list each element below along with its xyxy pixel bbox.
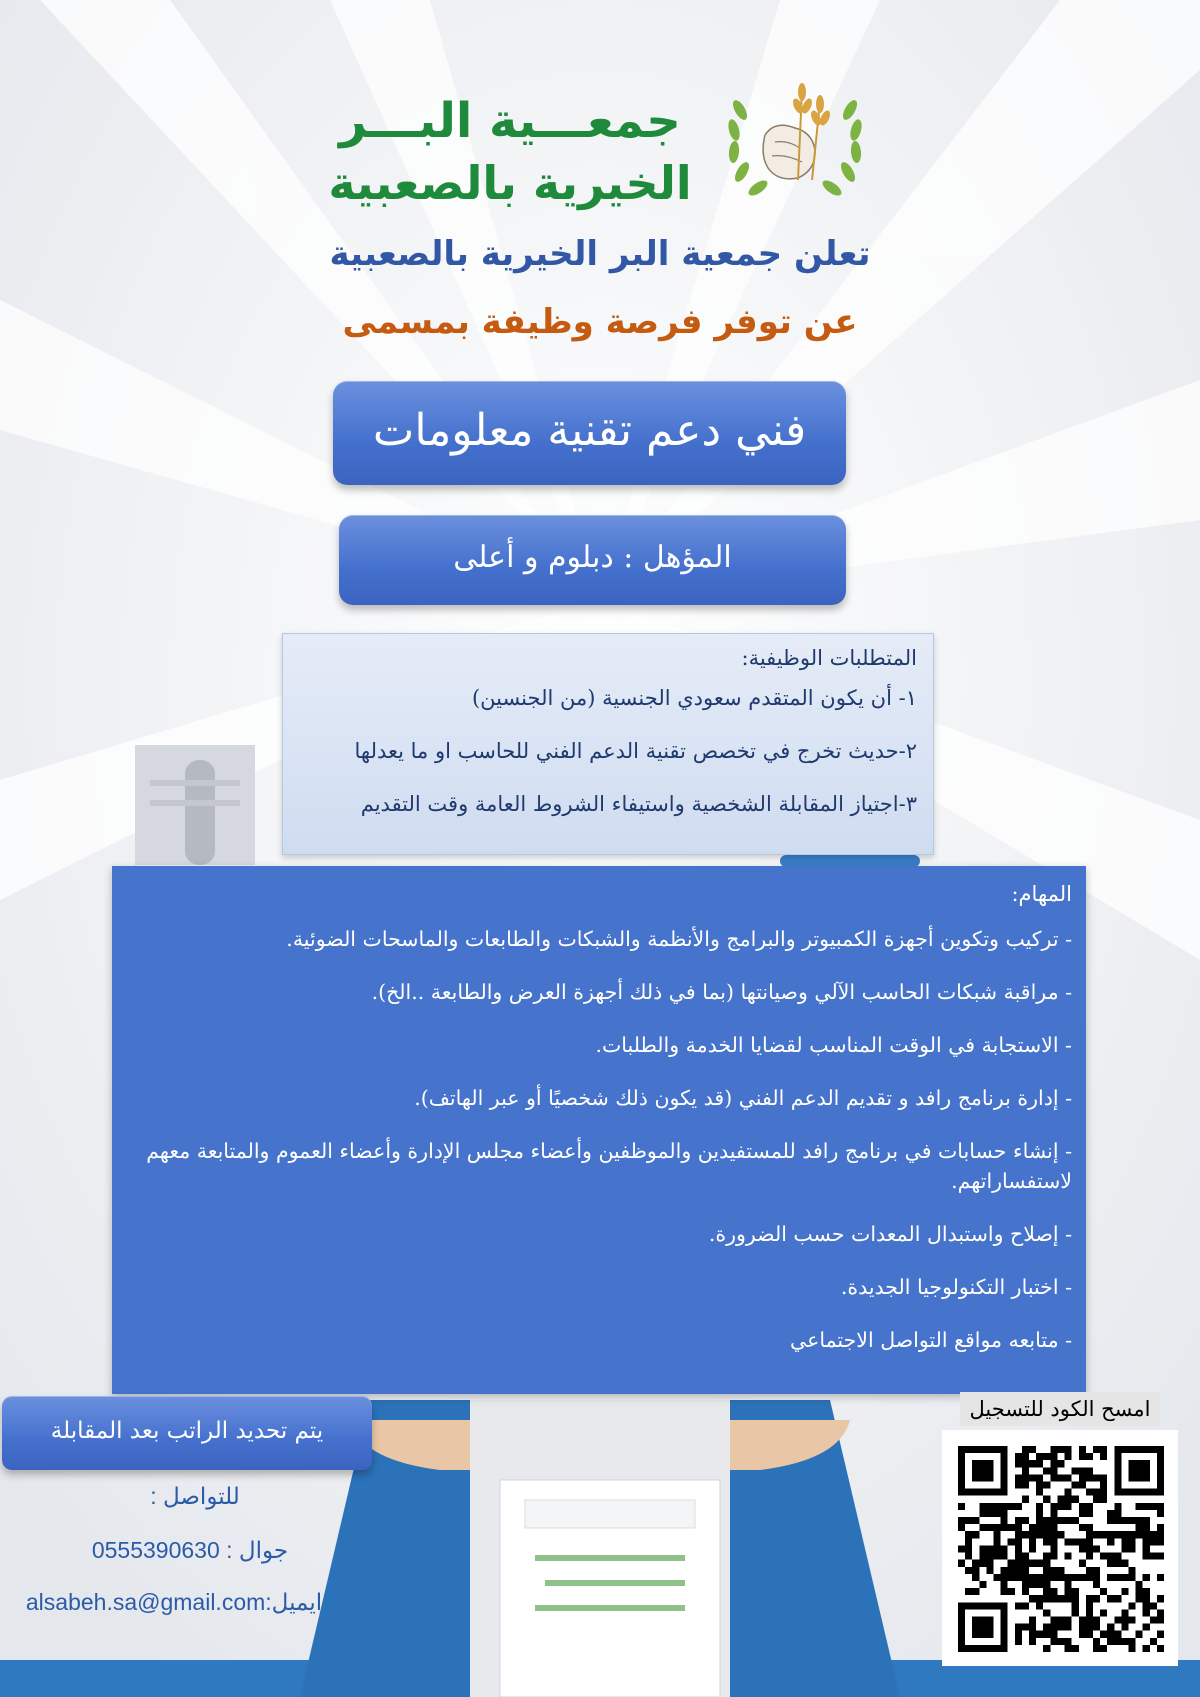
qr-code-icon[interactable] (958, 1446, 1164, 1652)
contact-mobile (40, 1537, 340, 1564)
contact-heading: للتواصل : (150, 1483, 240, 1509)
tasks-heading: المهام: (1011, 882, 1072, 906)
qualification: المؤهل : دبلوم و أعلى (339, 515, 846, 605)
organization-name-line2: الخيرية بالصعبية (328, 156, 692, 210)
task-item: - إنشاء حسابات في برنامج رافد للمستفيدين والموظفين وأعضاء مجلس الإدارة وأعضاء العموم والمتابعة معهم لاستفساراتهم. (146, 1139, 1072, 1193)
job-title: فني دعم تقنية معلومات (333, 381, 846, 485)
tasks-panel (112, 866, 1086, 1394)
email-label: ايميل: (265, 1589, 323, 1615)
task-item: - إدارة برنامج رافد و تقديم الدعم الفني (قد يكون ذلك شخصيًا أو عبر الهاتف). (414, 1086, 1072, 1110)
mobile-label: جوال : (226, 1537, 289, 1563)
announcement-line1: تعلن جمعية البر الخيرية بالصعبية (329, 234, 871, 274)
task-item: - اختبار التكنولوجيا الجديدة. (840, 1275, 1072, 1299)
mobile-number[interactable]: 0555390630 (91, 1537, 220, 1563)
requirement-item: ٢-حديث تخرج في تخصص تقنية الدعم الفني للحاسب او ما يعدلها (354, 739, 917, 763)
task-item: - تركيب وتكوين أجهزة الكمبيوتر والبرامج والأنظمة والشبكات والطابعات والماسحات الضوئية. (286, 927, 1072, 951)
contact-email (4, 1589, 344, 1616)
email-address[interactable]: alsabeh.sa@gmail.com (25, 1589, 266, 1615)
task-item: - مراقبة شبكات الحاسب الآلي وصيانتها (بما في ذلك أجهزة العرض والطابعة ..الخ). (371, 980, 1072, 1004)
requirements-heading: المتطلبات الوظيفية: (741, 646, 917, 670)
salary-note: يتم تحديد الراتب بعد المقابلة (2, 1396, 372, 1470)
task-item: - الاستجابة في الوقت المناسب لقضايا الخدمة والطلبات. (595, 1033, 1072, 1057)
wheat-hands-emblem-icon (720, 70, 870, 210)
qr-caption: امسح الكود للتسجيل (960, 1392, 1160, 1426)
announcement-line2: عن توفر فرصة وظيفة بمسمى (342, 302, 858, 342)
requirement-item: ٣-اجتياز المقابلة الشخصية واستيفاء الشروط العامة وقت التقديم (360, 792, 917, 816)
organization-name-line1: جمعـــية البـــر (339, 93, 681, 149)
organization-name (320, 90, 700, 214)
requirements-panel (282, 633, 934, 855)
requirement-item: ١- أن يكون المتقدم سعودي الجنسية (من الجنسين) (471, 686, 917, 710)
task-item: - متابعه مواقع التواصل الاجتماعي (790, 1328, 1072, 1352)
task-item: - إصلاح واستبدال المعدات حسب الضرورة. (708, 1222, 1072, 1246)
